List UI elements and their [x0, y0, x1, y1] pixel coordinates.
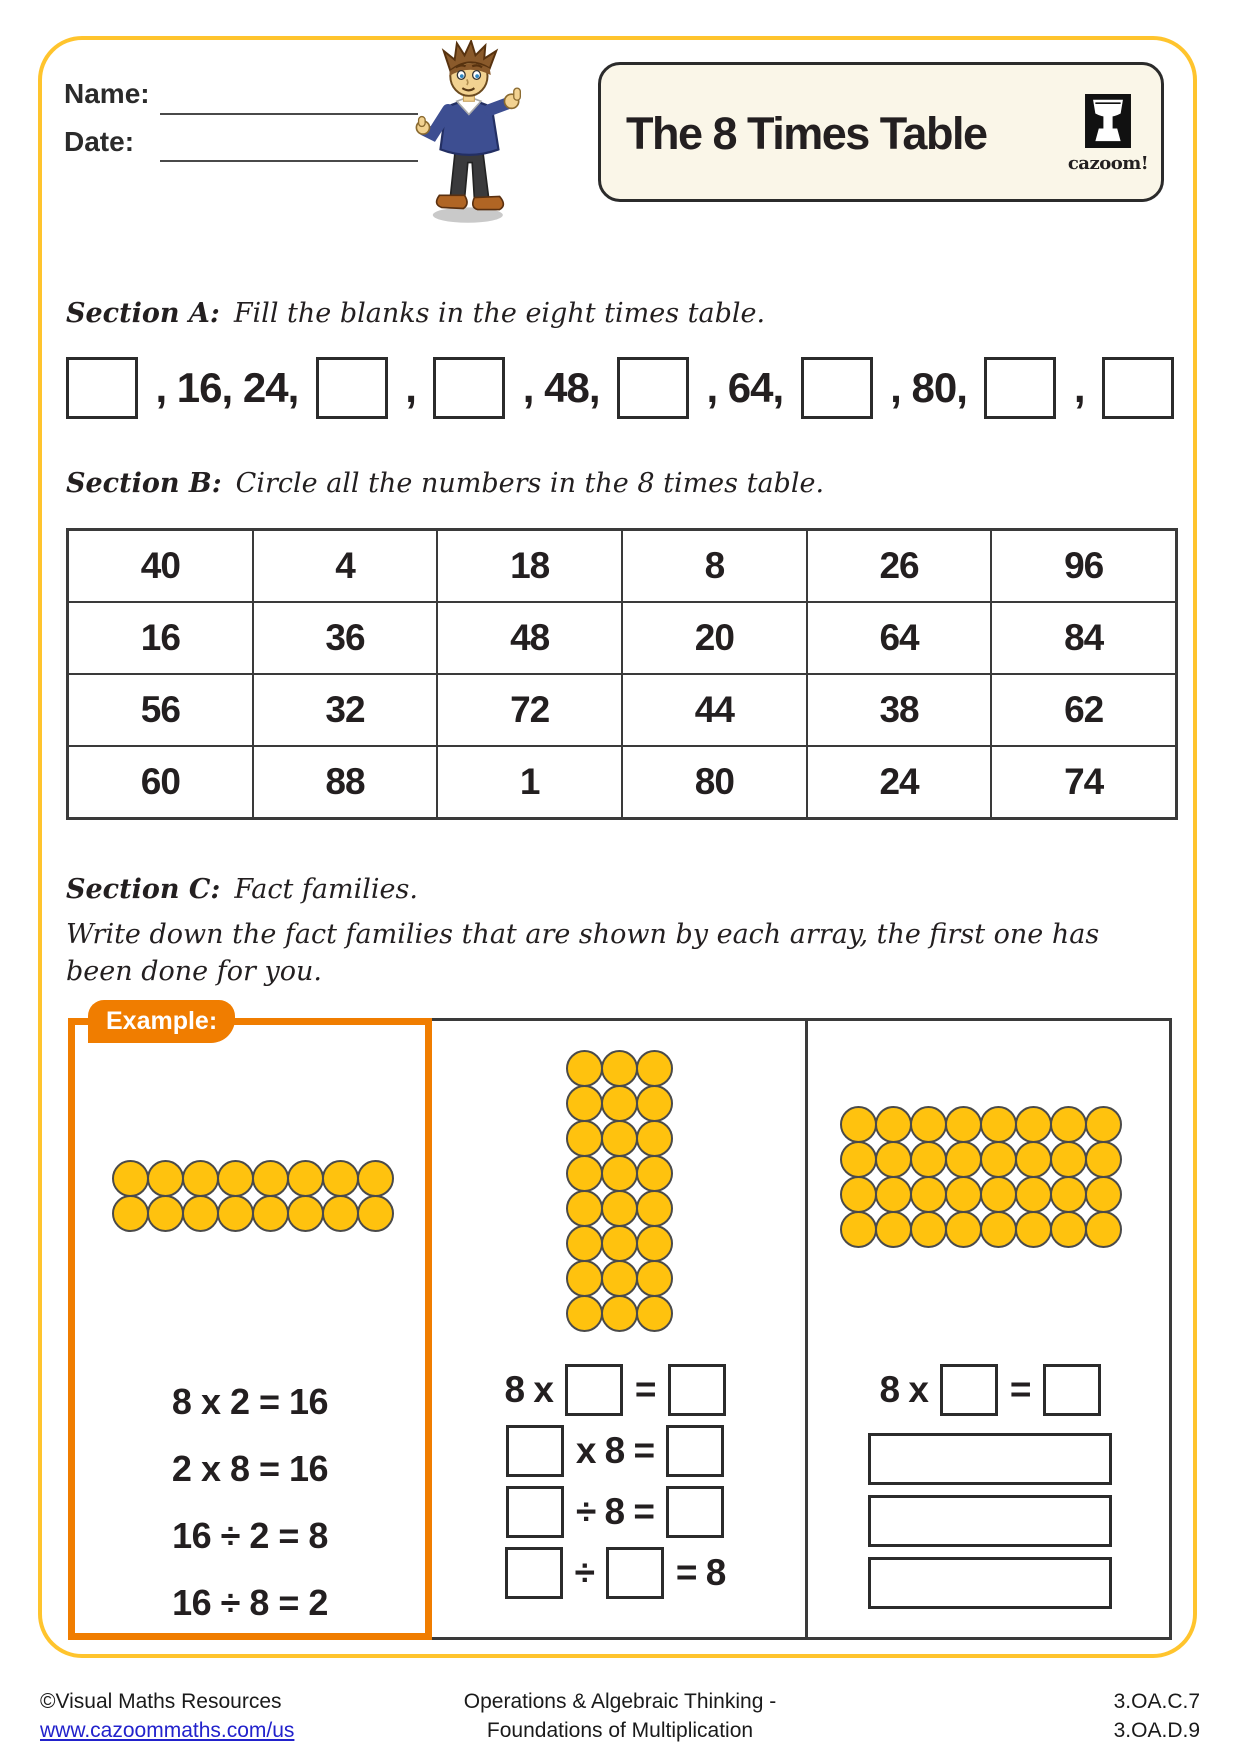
counter-dot	[182, 1195, 219, 1232]
counter-dot	[322, 1160, 359, 1197]
number-cell[interactable]: 84	[991, 602, 1176, 674]
number-cell[interactable]: 20	[622, 602, 807, 674]
answer-box[interactable]	[606, 1547, 664, 1599]
section-c-description: Write down the fact families that are shown by each array, the first one has been done for you.	[66, 919, 1100, 987]
equation-text: ÷ 8 =	[575, 1491, 655, 1532]
counter-dot	[566, 1050, 603, 1087]
answer-box[interactable]	[666, 1486, 724, 1538]
number-cell[interactable]: 72	[437, 674, 622, 746]
answer-box[interactable]	[940, 1364, 998, 1416]
grid-row	[68, 602, 1176, 674]
dot-row	[840, 1211, 1120, 1246]
number-cell[interactable]: 32	[253, 674, 438, 746]
section-a-heading: Section A:	[66, 298, 220, 329]
answer-line[interactable]	[868, 1557, 1112, 1609]
website-link[interactable]: www.cazoommaths.com/us	[40, 1719, 295, 1742]
counter-dot	[636, 1190, 673, 1227]
answer-box[interactable]	[565, 1364, 623, 1416]
counter-dot	[875, 1211, 912, 1248]
number-cell[interactable]: 36	[253, 602, 438, 674]
number-cell[interactable]: 8	[622, 530, 807, 602]
counter-dot	[636, 1225, 673, 1262]
counter-dot	[182, 1160, 219, 1197]
number-cell[interactable]: 16	[68, 602, 253, 674]
answer-box[interactable]	[1043, 1364, 1101, 1416]
counter-dot	[566, 1260, 603, 1297]
counter-dot	[566, 1155, 603, 1192]
equation-text: ÷	[574, 1552, 594, 1593]
counter-dot	[636, 1260, 673, 1297]
counter-dot	[910, 1211, 947, 1248]
cazoom-logo	[1058, 94, 1158, 174]
date-label: Date:	[64, 126, 135, 157]
counter-dot	[252, 1160, 289, 1197]
example-tab	[88, 1000, 235, 1043]
counter-dot	[601, 1190, 638, 1227]
dot-array-8x4	[840, 1106, 1120, 1246]
number-cell[interactable]: 62	[991, 674, 1176, 746]
topic-line-1: Operations & Algebraic Thinking -	[463, 1690, 777, 1713]
section-c-heading: Section C:	[66, 874, 221, 905]
counter-dot	[1050, 1176, 1087, 1213]
times-table-sequence	[66, 356, 1174, 420]
answer-box[interactable]	[984, 357, 1056, 419]
counter-dot	[980, 1106, 1017, 1143]
equation-text: =	[634, 1369, 656, 1410]
page-title: The 8 Times Table	[626, 108, 987, 159]
dot-row	[566, 1225, 671, 1260]
section-b-instruction: Circle all the numbers in the 8 times table.	[235, 468, 825, 499]
panel3-equations	[808, 1364, 1172, 1425]
counter-dot	[636, 1085, 673, 1122]
section-a-instruction: Fill the blanks in the eight times table.	[233, 298, 766, 329]
answer-box[interactable]	[617, 357, 689, 419]
counter-dot	[945, 1106, 982, 1143]
equation-text: 8 x	[879, 1369, 928, 1410]
number-cell[interactable]: 80	[622, 746, 807, 818]
standard-code-2: 3.OA.D.9	[1113, 1719, 1200, 1742]
footer-standards	[1000, 1687, 1200, 1745]
counter-dot	[980, 1141, 1017, 1178]
sequence-number: , 64,	[706, 364, 784, 411]
number-grid	[66, 528, 1178, 820]
sequence-number: ,	[405, 364, 416, 411]
number-cell[interactable]: 40	[68, 530, 253, 602]
equation-text: x 8 =	[575, 1430, 655, 1471]
standard-code-1: 3.OA.C.7	[1113, 1690, 1200, 1713]
section-b-heading: Section B:	[66, 468, 222, 499]
counter-dot	[875, 1141, 912, 1178]
counter-dot	[601, 1260, 638, 1297]
answer-box[interactable]	[666, 1425, 724, 1477]
counter-dot	[252, 1195, 289, 1232]
counter-dot	[357, 1160, 394, 1197]
number-cell[interactable]: 48	[437, 602, 622, 674]
answer-box[interactable]	[505, 1547, 563, 1599]
counter-dot	[840, 1141, 877, 1178]
answer-box[interactable]	[433, 357, 505, 419]
counter-dot	[112, 1195, 149, 1232]
answer-box[interactable]	[1102, 357, 1174, 419]
number-cell[interactable]: 1	[437, 746, 622, 818]
counter-dot	[566, 1295, 603, 1332]
counter-dot	[980, 1176, 1017, 1213]
copyright-text: ©Visual Maths Resources	[40, 1690, 282, 1713]
sequence-number: ,	[1073, 364, 1085, 411]
counter-dot	[945, 1141, 982, 1178]
topic-line-2: Foundations of Multiplication	[486, 1719, 754, 1742]
grid-row	[68, 674, 1176, 746]
counter-dot	[875, 1106, 912, 1143]
counter-dot	[1050, 1106, 1087, 1143]
counter-dot	[601, 1225, 638, 1262]
counter-dot	[980, 1211, 1017, 1248]
grid-row	[68, 530, 1176, 602]
counter-dot	[945, 1211, 982, 1248]
counter-dot	[1015, 1106, 1052, 1143]
footer-topic	[370, 1687, 870, 1745]
counter-dot	[875, 1176, 912, 1213]
counter-dot	[1050, 1141, 1087, 1178]
number-cell[interactable]: 4	[253, 530, 438, 602]
counter-dot	[601, 1155, 638, 1192]
answer-box[interactable]	[668, 1364, 726, 1416]
counter-dot	[566, 1190, 603, 1227]
counter-dot	[1085, 1176, 1122, 1213]
example-equations	[68, 1372, 432, 1640]
equation-row	[506, 1486, 724, 1538]
equation-row	[506, 1425, 724, 1477]
answer-box[interactable]	[801, 357, 873, 419]
counter-dot	[910, 1141, 947, 1178]
dot-row	[840, 1141, 1120, 1176]
section-a-heading-line	[66, 298, 765, 329]
name-label: Name:	[64, 78, 150, 109]
counter-dot	[112, 1160, 149, 1197]
dot-array-8x2	[112, 1160, 392, 1230]
mascot-boy-illustration	[404, 40, 536, 226]
equation-row	[504, 1364, 725, 1416]
equation-text: 8 x 2 = 16	[171, 1381, 329, 1422]
grid-row	[68, 746, 1176, 818]
counter-dot	[147, 1195, 184, 1232]
counter-dot	[601, 1295, 638, 1332]
counter-dot	[636, 1120, 673, 1157]
dot-row	[566, 1085, 671, 1120]
counter-dot	[840, 1106, 877, 1143]
dot-row	[566, 1260, 671, 1295]
answer-box[interactable]	[506, 1486, 564, 1538]
dot-row	[566, 1120, 671, 1155]
number-cell[interactable]: 24	[807, 746, 992, 818]
counter-dot	[147, 1160, 184, 1197]
number-cell[interactable]: 56	[68, 674, 253, 746]
counter-dot	[636, 1295, 673, 1332]
answer-line[interactable]	[868, 1495, 1112, 1547]
name-input-line[interactable]	[160, 112, 418, 115]
dot-row	[566, 1190, 671, 1225]
counter-dot	[566, 1085, 603, 1122]
dot-row	[566, 1155, 671, 1190]
counter-dot	[945, 1176, 982, 1213]
answer-box[interactable]	[66, 357, 138, 419]
number-cell[interactable]: 96	[991, 530, 1176, 602]
panel3-answer-lines	[808, 1433, 1172, 1619]
counter-dot	[910, 1106, 947, 1143]
sequence-number: , 16, 24,	[155, 364, 299, 411]
number-cell[interactable]: 64	[807, 602, 992, 674]
dot-row	[566, 1050, 671, 1085]
dot-row	[112, 1160, 392, 1195]
number-cell[interactable]: 44	[622, 674, 807, 746]
counter-dot	[287, 1160, 324, 1197]
counter-dot	[217, 1195, 254, 1232]
counter-dot	[1015, 1141, 1052, 1178]
footer-left	[40, 1687, 294, 1745]
counter-dot	[910, 1176, 947, 1213]
dot-array-3x8	[566, 1050, 671, 1330]
answer-box[interactable]	[316, 357, 388, 419]
dot-row	[840, 1106, 1120, 1141]
counter-dot	[566, 1225, 603, 1262]
counter-dot	[287, 1195, 324, 1232]
equation-text: 8 x	[504, 1369, 553, 1410]
cazoom-drum-icon	[1085, 94, 1131, 148]
section-b-heading-line	[66, 468, 824, 499]
example-tab-label: Example:	[106, 1007, 218, 1035]
sequence-number: , 48,	[522, 364, 600, 411]
counter-dot	[1085, 1106, 1122, 1143]
number-cell[interactable]: 74	[991, 746, 1176, 818]
answer-line[interactable]	[868, 1433, 1112, 1485]
section-c-heading-line	[66, 874, 418, 905]
counter-dot	[1015, 1211, 1052, 1248]
counter-dot	[1015, 1176, 1052, 1213]
counter-dot	[357, 1195, 394, 1232]
date-input-line[interactable]	[160, 159, 418, 162]
counter-dot	[601, 1050, 638, 1087]
equation-text: 16 ÷ 2 = 8	[172, 1515, 328, 1556]
counter-dot	[1085, 1211, 1122, 1248]
counter-dot	[601, 1085, 638, 1122]
counter-dot	[636, 1155, 673, 1192]
cazoom-logo-text: cazoom!	[1067, 153, 1149, 174]
counter-dot	[1085, 1141, 1122, 1178]
section-c-instruction: Fact families.	[234, 874, 418, 905]
counter-dot	[1050, 1211, 1087, 1248]
number-cell[interactable]: 38	[807, 674, 992, 746]
dot-row	[112, 1195, 392, 1230]
equation-text: 2 x 8 = 16	[171, 1448, 329, 1489]
number-cell[interactable]: 88	[253, 746, 438, 818]
equation-text: =	[1009, 1369, 1031, 1410]
sequence-number: , 80,	[890, 364, 967, 411]
answer-box[interactable]	[506, 1425, 564, 1477]
counter-dot	[601, 1120, 638, 1157]
panel2-equations	[425, 1364, 805, 1608]
counter-dot	[840, 1176, 877, 1213]
counter-dot	[566, 1120, 603, 1157]
number-cell[interactable]: 26	[807, 530, 992, 602]
counter-dot	[636, 1050, 673, 1087]
equation-text: 16 ÷ 8 = 2	[172, 1582, 328, 1623]
equation-text: = 8	[675, 1552, 726, 1593]
counter-dot	[840, 1211, 877, 1248]
counter-dot	[217, 1160, 254, 1197]
number-cell[interactable]: 18	[437, 530, 622, 602]
dot-row	[566, 1295, 671, 1330]
equation-row	[879, 1364, 1100, 1416]
number-cell[interactable]: 60	[68, 746, 253, 818]
counter-dot	[322, 1195, 359, 1232]
dot-row	[840, 1176, 1120, 1211]
equation-row	[505, 1547, 726, 1599]
